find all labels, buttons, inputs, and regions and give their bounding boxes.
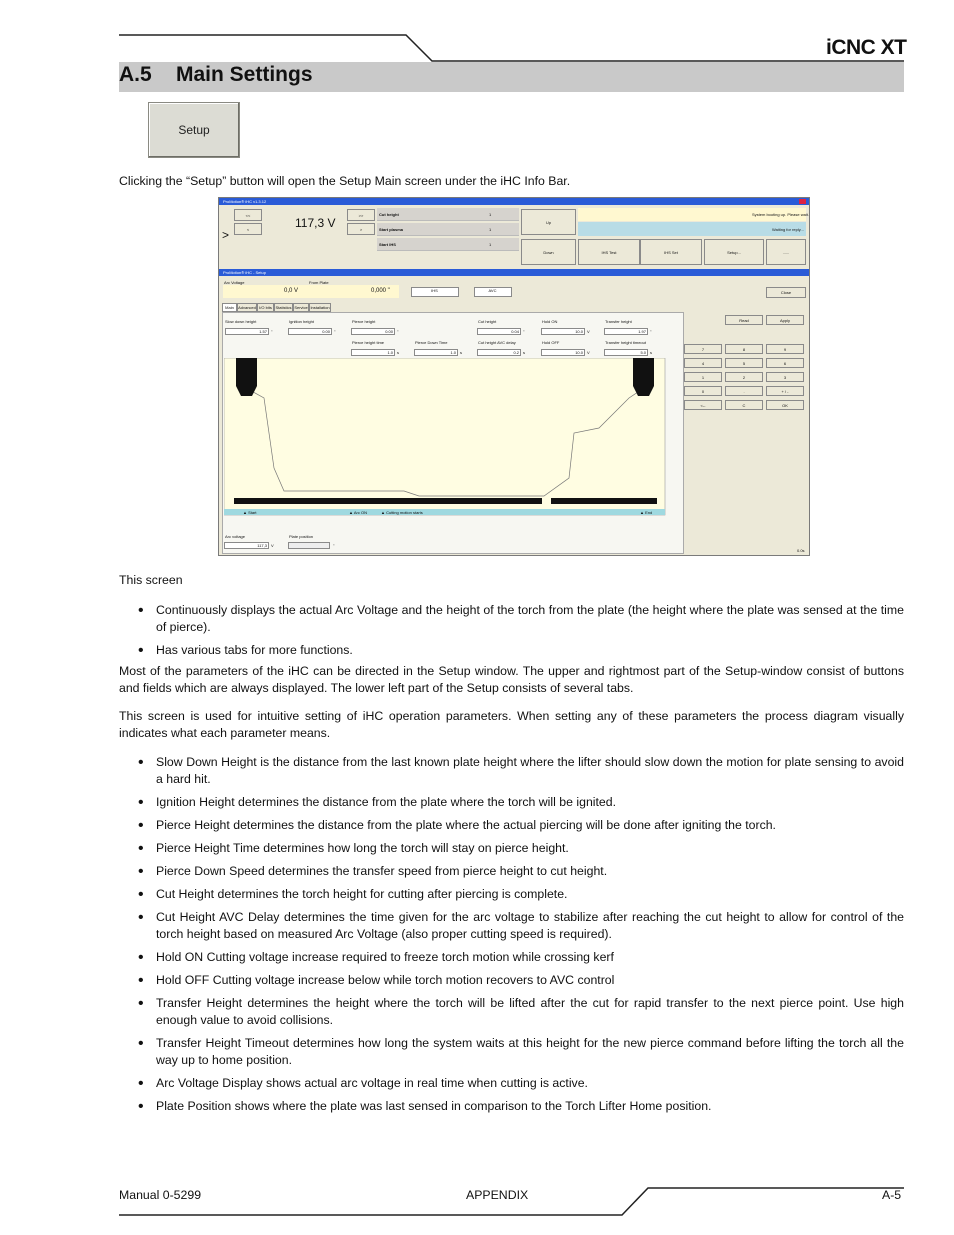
param-unit: s	[650, 350, 652, 355]
param-unit: s	[523, 350, 525, 355]
row-label: Cut height	[379, 212, 399, 217]
transfer-timeout-input[interactable]: 5.0	[604, 349, 648, 356]
close-button[interactable]: Close	[766, 287, 806, 298]
param-label: Cut height AVC delay	[478, 340, 516, 345]
apply-button[interactable]: Apply	[766, 315, 804, 325]
arc-voltage-value: 0,0 V	[284, 288, 299, 294]
transfer-height-input[interactable]: 1.97	[604, 328, 648, 335]
arc-voltage-field-label: Arc voltage	[225, 534, 246, 539]
from-plate-label: From Plate	[309, 280, 329, 285]
footer-section: APPENDIX	[466, 1188, 529, 1202]
bullet-item: • Arc Voltage Display shows actual arc voltage in real time when cutting is active.	[138, 1075, 588, 1092]
keypad-key[interactable]: 5	[725, 358, 763, 368]
param-label: Slow down height	[225, 319, 257, 324]
status-message: System booting up. Please wait.	[752, 212, 809, 217]
bullet-item: • Hold ON Cutting voltage increase required to freeze torch motion while crossing kerf	[138, 949, 614, 966]
close-icon[interactable]	[799, 199, 806, 204]
section-number: A.5	[119, 63, 152, 86]
torch-start-icon	[236, 358, 257, 396]
up-button[interactable]: Up	[521, 209, 576, 235]
cut-height-input[interactable]: 0.04	[477, 328, 521, 335]
avc-select[interactable]: AVC	[474, 287, 512, 297]
param-label: Pierce Down Time	[415, 340, 448, 345]
param-label: Cut height	[478, 319, 497, 324]
keypad-key[interactable]: 3	[766, 372, 804, 382]
keypad-key[interactable]: + / -	[766, 386, 804, 396]
param-label: Ignition height	[289, 319, 314, 324]
param-label: Pierce height time	[352, 340, 385, 345]
plate-position-unit: "	[333, 543, 335, 548]
param-unit: V	[587, 350, 590, 355]
keypad-key[interactable]: 0	[684, 386, 722, 396]
timeline-cutting: ▲ Cutting motion starts	[381, 510, 423, 515]
tab-statistics[interactable]: Statistics	[275, 305, 292, 310]
timeline-arc-on: ▲ Arc ON	[349, 510, 367, 515]
timeline-start: ▲ Start	[243, 510, 257, 515]
hold-on-input[interactable]: 10.0	[541, 328, 585, 335]
process-diagram	[224, 358, 666, 516]
down-button[interactable]: Down	[521, 239, 576, 265]
more-button[interactable]: ......	[766, 239, 806, 265]
bullet-item: • Has various tabs for more functions.	[138, 642, 353, 659]
jog-right-fast-button[interactable]: >>	[347, 209, 375, 221]
row-value: 1	[489, 242, 492, 247]
setup-button[interactable]: Setup	[148, 102, 240, 158]
tab-main[interactable]: Main	[222, 303, 237, 312]
param-label: Hold OFF	[542, 340, 560, 345]
arc-voltage-field: 117,3	[224, 542, 269, 549]
keypad-key[interactable]: 1	[684, 372, 722, 382]
read-button[interactable]: Read	[725, 315, 763, 325]
footer-manual: Manual 0-5299	[119, 1188, 202, 1202]
param-unit: V	[587, 329, 590, 334]
timeline-end: ▲ End	[640, 510, 653, 515]
param-unit: "	[397, 329, 399, 334]
keypad-key[interactable]: 2	[725, 372, 763, 382]
ihs-set-button[interactable]: IHS Set	[640, 239, 702, 265]
bullet-item: • Slow Down Height is the distance from the last known plate height where the lifter should slow down the motion for plate sensing to avoid a hard hit.	[138, 754, 904, 786]
keypad-key[interactable]: 7	[684, 344, 722, 354]
row-label: Start IHS	[379, 242, 396, 247]
pierce-down-time-input[interactable]: 1.0	[414, 349, 458, 356]
pierce-height-input[interactable]: 0.00	[351, 328, 395, 335]
hold-off-input[interactable]: 10.0	[541, 349, 585, 356]
tab-advanced[interactable]: Advanced	[238, 305, 256, 310]
jog-right-button[interactable]: >	[347, 223, 375, 235]
status-message-2: Waiting for reply...	[772, 227, 804, 232]
param-unit: "	[523, 329, 525, 334]
bullet-item: • Hold OFF Cutting voltage increase below while torch motion recovers to AVC control	[138, 972, 615, 989]
version-label: 0.0s	[797, 548, 805, 553]
keypad-key[interactable]: C	[725, 400, 763, 410]
setup-small-button[interactable]: Setup...	[704, 239, 764, 265]
jog-left-button[interactable]: <	[234, 223, 262, 235]
tab-installation[interactable]: Installation	[310, 305, 330, 310]
paragraph: Most of the parameters of the iHC can be directed in the Setup window. The upper and rightmost part of the Setup-window consist of buttons and fields which are always displayed. The lower left part of the Setup consists of several tabs.	[119, 664, 904, 695]
setup-screenshot	[218, 197, 810, 556]
keypad-key[interactable]: .	[725, 386, 763, 396]
param-unit: "	[334, 329, 336, 334]
torch-end-icon	[633, 358, 654, 396]
header-rule	[0, 0, 954, 65]
row-value: 1	[489, 227, 492, 232]
slow-down-height-input[interactable]: 1.57	[225, 328, 269, 335]
paragraph: This screen is used for intuitive setting of iHC operation parameters. When setting any of these parameters the process diagram visually indicates what each parameter means.	[119, 709, 904, 740]
keypad-key[interactable]: 9	[766, 344, 804, 354]
product-title: iCNC XT	[826, 36, 907, 59]
keypad-key[interactable]: 6	[766, 358, 804, 368]
jog-left-fast-button[interactable]: <<	[234, 209, 262, 221]
ihs-select[interactable]: IHS	[411, 287, 459, 297]
setup-titlebar: ProMotion® iHC - Setup	[219, 269, 809, 276]
param-unit: s	[460, 350, 462, 355]
param-label: Hold ON	[542, 319, 558, 324]
keypad-key[interactable]: 8	[725, 344, 763, 354]
arc-voltage-label: Arc Voltage	[224, 280, 245, 285]
tab-service[interactable]: Service	[294, 305, 308, 310]
ihs-test-button[interactable]: IHS Test	[578, 239, 640, 265]
param-label: Pierce height	[352, 319, 376, 324]
param-unit: s	[397, 350, 399, 355]
app-titlebar: ProMotion® iHC v1.3.12	[219, 198, 809, 205]
footer-page: A-5	[882, 1188, 902, 1202]
section-title: Main Settings	[176, 63, 313, 86]
bullet-item: • Transfer Height Timeout determines how long the system waits at this height for the new pierce command before lifting the torch all the way up to home position.	[138, 1035, 904, 1067]
from-plate-value: 0,000 "	[371, 288, 390, 294]
bullet-item: • Pierce Height Time determines how long the torch will stay on pierce height.	[138, 840, 569, 857]
ignition-height-input[interactable]: 0.00	[288, 328, 332, 335]
bullet-item: • Cut Height AVC Delay determines the time given for the arc voltage to stabilize after reaching the cut height to allow for control of the torch height based on measured Arc Voltage (also proper cutting speed is required).	[138, 909, 904, 941]
bullet-item: • Pierce Down Speed determines the transfer speed from pierce height to cut height.	[138, 863, 608, 880]
keypad-key[interactable]: 4	[684, 358, 722, 368]
bullet-item: • Continuously displays the actual Arc Voltage and the height of the torch from the plate (the height where the plate was sensed at the time of pierce).	[138, 602, 904, 634]
this-screen-text: This screen	[119, 573, 183, 587]
row-value: 1	[489, 212, 492, 217]
keypad-key[interactable]: <--	[684, 400, 722, 410]
keypad-key[interactable]: OK	[766, 400, 804, 410]
bullet-item: • Transfer Height determines the height where the torch will be lifted after the cut for rapid transfer to the next pierce point. Use high enough value to avoid collisions.	[138, 995, 904, 1027]
pierce-height-time-input[interactable]: 1.0	[351, 349, 395, 356]
bullet-item: • Pierce Height determines the distance from the plate where the actual piercing will be done after igniting the torch.	[138, 817, 776, 834]
plate-position-label: Plate position	[289, 534, 314, 539]
prompt-icon: >	[222, 228, 230, 242]
bullet-item: • Plate Position shows where the plate was last sensed in comparison to the Torch Lifter Home position.	[138, 1098, 712, 1115]
intro-text: Clicking the “Setup” button will open the Setup Main screen under the iHC Info Bar.	[119, 174, 571, 188]
param-label: Transfer height timeout	[605, 340, 646, 345]
param-unit: "	[650, 329, 652, 334]
avc-delay-input[interactable]: 0.2	[477, 349, 521, 356]
bullet-item: • Cut Height determines the torch height for cutting after piercing is complete.	[138, 886, 568, 903]
plate-position-field	[288, 542, 330, 549]
bullet-item: • Ignition Height determines the distance from the plate where the torch will be ignited.	[138, 794, 617, 811]
row-label: Start plasma	[379, 227, 404, 232]
arc-voltage-unit: V	[271, 543, 274, 548]
param-label: Transfer height	[605, 319, 632, 324]
voltage-readout: 117,3 V	[295, 216, 336, 230]
tab-io-bits[interactable]: I/O bits	[257, 303, 274, 312]
param-unit: "	[271, 329, 273, 334]
